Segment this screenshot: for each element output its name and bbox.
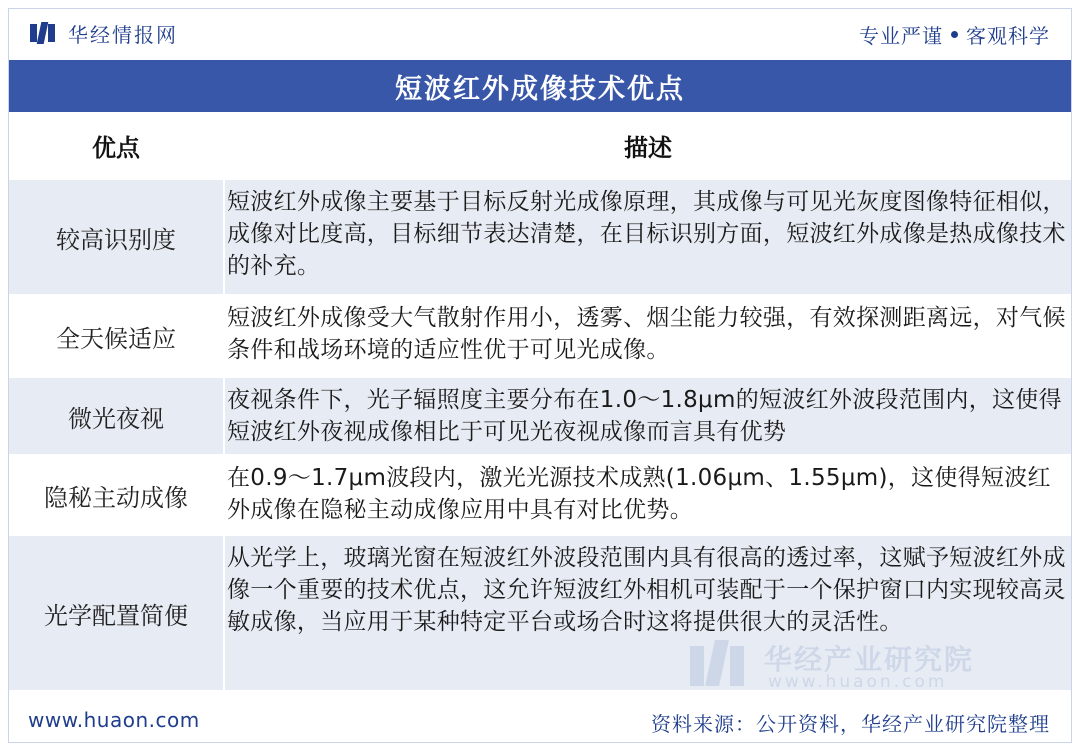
column-header-description: 描述: [624, 133, 672, 162]
description-cell: 短波红外成像主要基于目标反射光成像原理，其成像与可见光灰度图像特征相似，成像对比度高，目标细节表达清楚，在目标识别方面，短波红外成像是热成像技术的补充。: [225, 180, 1071, 294]
slogan-right: 客观科学: [966, 24, 1050, 48]
table-row: [9, 456, 1071, 534]
table-row: [9, 296, 1071, 376]
description-cell: 短波红外成像受大气散射作用小，透雾、烟尘能力较强，有效探测距离远，对气候条件和战场环境的适应性优于可见光成像。: [225, 296, 1071, 376]
table-title-bar: [9, 60, 1071, 112]
advantage-cell: 隐秘主动成像: [9, 456, 223, 534]
advantage-cell: 光学配置简便: [9, 536, 223, 690]
column-header-advantage: 优点: [92, 133, 140, 162]
page-header: [0, 0, 1080, 60]
footer-source: 资料来源：公开资料，华经产业研究院整理: [651, 712, 1050, 736]
footer-site-link[interactable]: www.huaon.com: [28, 708, 200, 732]
advantage-cell: 微光夜视: [9, 378, 223, 454]
table-title: 短波红外成像技术优点: [395, 73, 685, 105]
page-footer: [0, 700, 1080, 740]
watermark-url: www.huaon.com: [768, 672, 948, 692]
logo-text: 华经情报网: [68, 22, 178, 47]
brand-logo[interactable]: [30, 19, 178, 47]
watermark: [690, 636, 1030, 696]
logo-mark-icon: [30, 22, 56, 44]
description-cell: 在0.9～1.7μm波段内，激光光源技术成熟(1.06μm、1.55μm)，这使得短波红外成像在隐秘主动成像应用中具有对比优势。: [225, 456, 1071, 534]
slogan: [859, 20, 1050, 49]
watermark-name: 华经产业研究院: [764, 643, 975, 676]
description-cell: 从光学上，玻璃光窗在短波红外波段范围内具有很高的透过率，这赋予短波红外成像一个重要的技术优点，这允许短波红外相机可装配于一个保护窗口内实现较高灵敏成像，当应用于某种特定平台或场合时这将提供很大的灵活性。: [225, 536, 1071, 690]
slogan-left: 专业严谨: [859, 24, 943, 48]
table-row: [9, 180, 1071, 294]
watermark-logo-icon: [690, 640, 750, 690]
advantage-cell: 全天候适应: [9, 296, 223, 376]
table-row: [9, 378, 1071, 454]
bullet-dot-icon: [951, 31, 958, 38]
advantage-cell: 较高识别度: [9, 180, 223, 294]
description-cell: 夜视条件下，光子辐照度主要分布在1.0～1.8μm的短波红外波段范围内，这使得短波红外夜视成像相比于可见光夜视成像而言具有优势: [225, 378, 1071, 454]
